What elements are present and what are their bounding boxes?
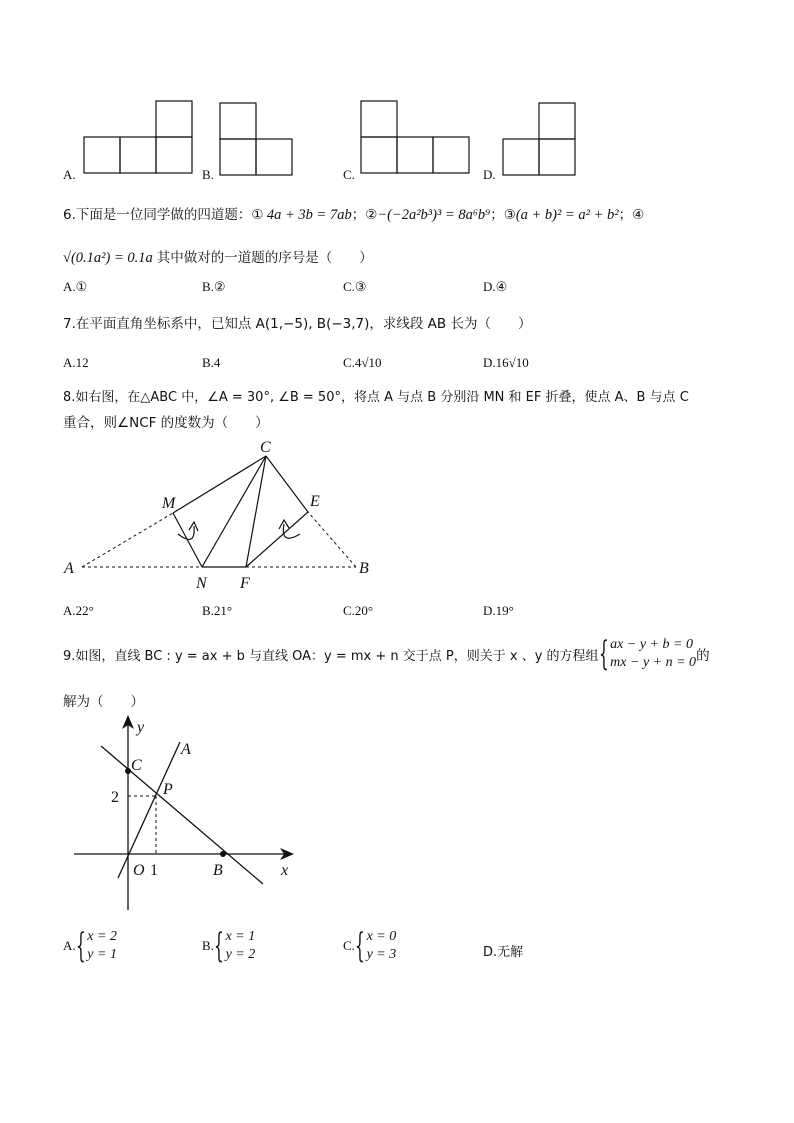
q8-stem-line2: 重合，则∠NCF 的度数为（ ）	[63, 415, 269, 431]
q5-option-b[interactable]: B.	[202, 167, 214, 182]
q9-option-c[interactable]	[343, 928, 396, 964]
q6-option-b[interactable]: B.②	[202, 279, 226, 294]
q6-item-4-num: ④	[632, 207, 645, 223]
q9-option-c-prefix: C.	[343, 938, 355, 953]
label-m: M	[162, 495, 176, 512]
q9-equation-system: { ax − y + b = 0 mx − y + n = 0	[598, 634, 697, 674]
q5-option-a[interactable]: A.	[63, 167, 76, 182]
q9-option-a-row-1: x = 2	[87, 929, 117, 944]
q9-option-a-system: { x = 2 y = 1	[75, 926, 117, 966]
label-a: A	[64, 560, 74, 577]
label-e: E	[310, 493, 320, 510]
q9-equation-2: mx − y + n = 0	[610, 655, 697, 670]
q8-stem-line1: 8.如右图，在△ABC 中，∠A = 30°, ∠B = 50°，将点 A 与点 B 分别沿 MN 和 EF 折叠，使点 A、B 与点 C	[63, 390, 689, 405]
q5-figure-d	[503, 103, 575, 175]
q6-item-4: √(0.1a²) = 0.1a	[63, 250, 153, 266]
q9-stem-de: 的	[696, 648, 710, 664]
q6-item-1: 4a + 3b = 7ab	[266, 207, 352, 223]
label-a: A	[181, 741, 191, 758]
point-b-dot	[220, 851, 226, 857]
q9-option-b-prefix: B.	[202, 938, 214, 953]
q6-item-3: (a + b)² = a² + b²	[515, 207, 619, 223]
label-n: N	[196, 575, 207, 592]
q9-option-a-row-2: y = 1	[87, 947, 117, 962]
q9-stem-text: 9.如图，直线 BC : y = ax + b 与直线 OA：y = mx + n 交于点 P，则关于 x 、y 的方程组	[63, 648, 599, 664]
q9-stem-line1	[63, 636, 710, 672]
label-f: F	[240, 575, 250, 592]
q8-option-c[interactable]: C.20°	[343, 603, 374, 618]
label-c: C	[260, 439, 271, 456]
q8-triangle-figure	[0, 430, 794, 600]
q8-option-a[interactable]: A.22°	[63, 603, 94, 618]
q6-sep-3: ；	[618, 207, 633, 223]
q7-option-b[interactable]: B.4	[202, 355, 221, 370]
q6-sep-1: ；	[351, 207, 366, 223]
q5-figure-b	[220, 103, 292, 175]
q9-option-c-row-1: x = 0	[366, 929, 397, 944]
q9-option-b-system: { x = 1 y = 2	[213, 926, 256, 966]
q6-sep-2: ；	[490, 207, 504, 223]
q7-option-a[interactable]: A.12	[63, 355, 89, 370]
q9-option-a-prefix: A.	[63, 938, 76, 953]
label-p: P	[163, 781, 173, 798]
q5-figure-c	[361, 101, 469, 173]
q6-option-c[interactable]: C.③	[343, 279, 367, 294]
q9-stem-line2: 解为（ ）	[63, 694, 144, 710]
q5-figure-a	[84, 101, 192, 173]
q8-option-d[interactable]: D.19°	[483, 603, 514, 618]
q9-option-b-row-1: x = 1	[225, 929, 256, 944]
tick-2: 2	[111, 789, 119, 806]
tick-1: 1	[150, 862, 158, 879]
q6-stem-line2	[63, 246, 373, 267]
q6-stem-suffix: 其中做对的一道题的序号是（ ）	[156, 250, 373, 266]
q8-option-b[interactable]: B.21°	[202, 603, 233, 618]
q9-equation-1: ax − y + b = 0	[610, 637, 693, 652]
q9-option-c-system: { x = 0 y = 3	[354, 926, 397, 966]
q7-option-d[interactable]: D.16√10	[483, 355, 529, 370]
origin-label: O	[133, 862, 145, 879]
q7-option-c[interactable]: C.4√10	[343, 355, 382, 370]
q9-option-d[interactable]: D.无解	[483, 945, 524, 960]
q5-option-d[interactable]: D.	[483, 167, 496, 182]
q9-option-b-row-2: y = 2	[225, 947, 256, 962]
q6-stem-prefix: 6.下面是一位同学做的四道题：	[63, 207, 252, 223]
label-b: B	[359, 560, 369, 577]
q6-item-2: −(−2a²b³)³ = 8a⁶b⁹	[377, 207, 491, 223]
q9-graph-figure	[0, 712, 794, 917]
q9-option-a[interactable]	[63, 928, 117, 964]
q5-figures	[0, 0, 794, 190]
q6-item-3-num: ③	[503, 207, 516, 223]
q6-option-a[interactable]: A.①	[63, 279, 88, 294]
y-axis-label: y	[137, 719, 145, 736]
x-axis-label: x	[281, 862, 289, 879]
q9-option-b[interactable]	[202, 928, 255, 964]
label-b: B	[213, 862, 223, 879]
q6-item-2-num: ②	[365, 207, 378, 223]
q6-stem	[63, 203, 644, 224]
label-c: C	[131, 757, 142, 774]
q9-option-c-row-2: y = 3	[366, 947, 397, 962]
fold-arrow-left-icon	[178, 522, 198, 539]
q6-option-d[interactable]: D.④	[483, 279, 508, 294]
q6-item-1-num: ①	[251, 207, 264, 223]
q5-option-c[interactable]: C.	[343, 167, 355, 182]
q7-stem: 7.在平面直角坐标系中，已知点 A(1,−5), B(−3,7)，求线段 AB 长为（ ）	[63, 316, 532, 332]
